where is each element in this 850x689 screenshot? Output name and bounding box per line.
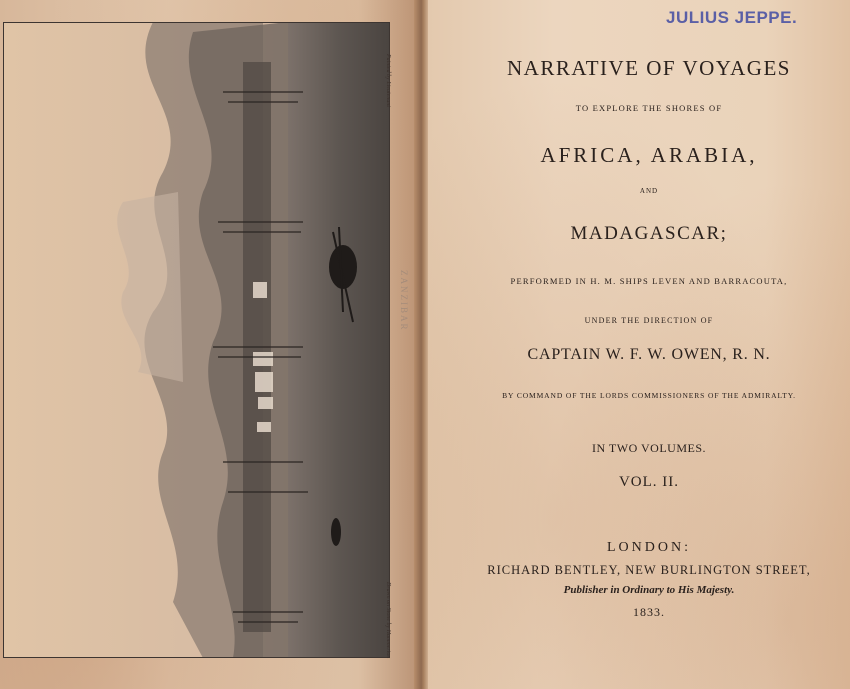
small-boat <box>331 518 341 546</box>
title-line-2: TO EXPLORE THE SHORES OF <box>575 103 723 113</box>
direction-line: UNDER THE DIRECTION OF <box>584 316 714 325</box>
imprint-publisher-title: Publisher in Ordinary to His Majesty. <box>563 584 735 596</box>
imprint-city: LONDON: <box>607 540 691 555</box>
title-line-1: NARRATIVE OF VOYAGES <box>507 56 791 80</box>
imprint-year: 1833. <box>633 605 665 619</box>
admiralty-line: BY COMMAND OF THE LORDS COMMISSIONERS OF THE ADMIRALTY. <box>502 391 796 400</box>
volume-number: VOL. II. <box>618 474 680 490</box>
title-line-3: AFRICA, ARABIA, <box>540 143 758 167</box>
imprint-publisher: RICHARD BENTLEY, NEW BURLINGTON STREET, <box>487 563 811 577</box>
author-line: CAPTAIN W. F. W. OWEN, R. N. <box>527 346 771 363</box>
title-line-4: AND <box>639 187 659 195</box>
title-page <box>428 0 850 689</box>
frontispiece-plate <box>3 22 390 658</box>
ships-line: PERFORMED IN H. M. SHIPS LEVEN AND BARRACOUTA, <box>510 276 788 286</box>
volumes-line: IN TWO VOLUMES. <box>591 441 707 455</box>
plate-caption-bottom: Drawn on Stone by Hammerton <box>385 582 391 659</box>
ownership-stamp: JULIUS JEPPE. <box>666 8 798 27</box>
plate-title-show-through: ZANZIBAR <box>399 270 409 332</box>
plate-caption-top: Painted by Lieutenant <box>385 54 391 107</box>
water-area <box>288 22 390 658</box>
harbour-illustration <box>3 22 390 658</box>
title-line-5: MADAGASCAR; <box>570 223 728 244</box>
left-page <box>0 0 422 689</box>
